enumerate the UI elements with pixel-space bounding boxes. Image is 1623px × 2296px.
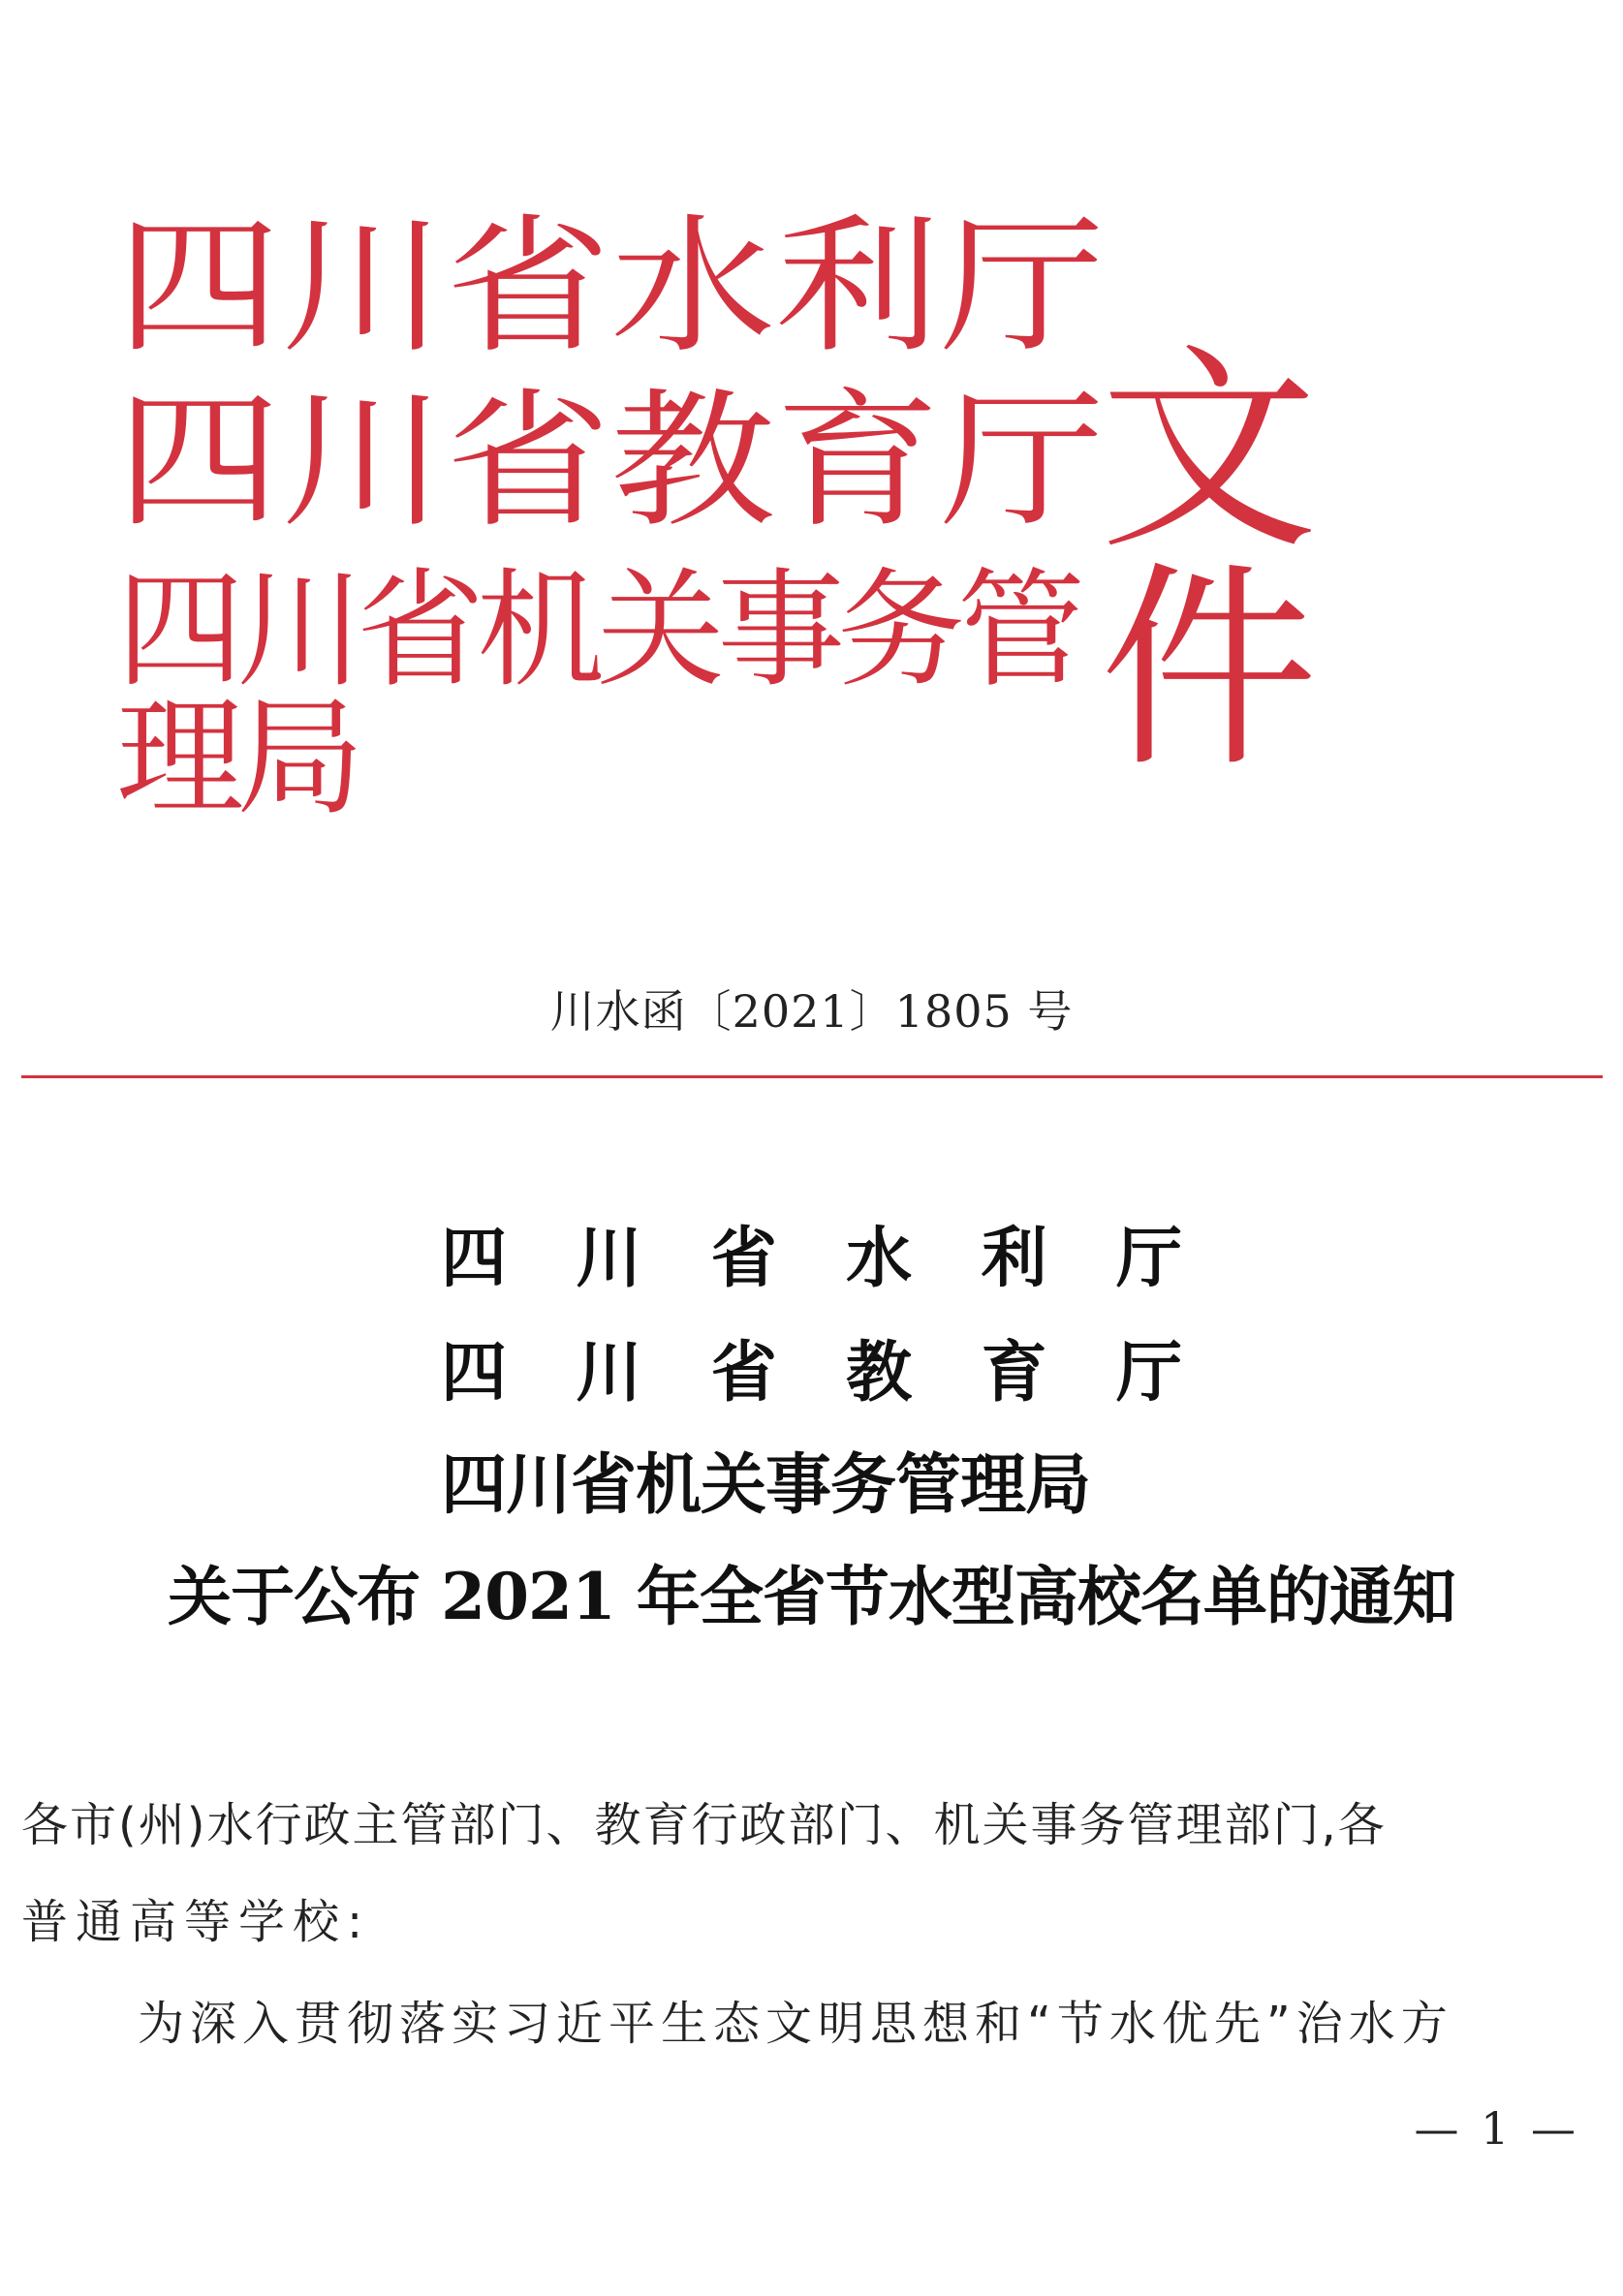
header-line3-text: 四川省机关事务管理局 bbox=[116, 556, 1077, 833]
header-char: 四 bbox=[116, 375, 282, 548]
header-suffix-wenjian: 文件 bbox=[1100, 326, 1312, 797]
salutation-line-1: 各市(州)水行政主管部门、教育行政部门、机关事务管理部门,各 bbox=[21, 1798, 1387, 1852]
header-char: 育 bbox=[775, 375, 941, 548]
title-char: 四 bbox=[441, 1334, 508, 1412]
header-char: 厅 bbox=[940, 375, 1106, 548]
title-char: 厅 bbox=[1115, 1220, 1182, 1297]
header-org-water-resources bbox=[116, 201, 1106, 374]
red-divider-line bbox=[21, 1075, 1603, 1078]
title-char: 川 bbox=[576, 1334, 642, 1412]
title-char: 利 bbox=[981, 1220, 1047, 1297]
title-subject: 关于公布 2021 年全省节水型高校名单的通知 bbox=[168, 1559, 1455, 1634]
salutation-line-2: 普通高等学校: bbox=[21, 1895, 371, 1949]
title-char: 水 bbox=[846, 1220, 913, 1297]
title-char: 四 bbox=[441, 1220, 508, 1297]
header-char: 川 bbox=[281, 201, 447, 374]
document-header bbox=[116, 194, 1512, 833]
header-char: 水 bbox=[610, 201, 776, 374]
title-char: 育 bbox=[981, 1334, 1047, 1412]
title-char: 川 bbox=[576, 1220, 642, 1297]
title-org-affairs-administration bbox=[441, 1446, 1182, 1524]
header-char: 四 bbox=[116, 201, 282, 374]
title-char: 省 bbox=[710, 1334, 777, 1412]
title-org-water-resources bbox=[441, 1220, 1182, 1297]
header-org-education bbox=[116, 375, 1106, 548]
header-org-affairs-administration bbox=[116, 556, 1095, 833]
title-org-education bbox=[441, 1334, 1182, 1412]
header-char: 川 bbox=[281, 375, 447, 548]
header-char: 利 bbox=[775, 201, 941, 374]
header-char: 厅 bbox=[940, 201, 1106, 374]
title-char: 省 bbox=[710, 1220, 777, 1297]
body-paragraph-line-1: 为深入贯彻落实习近平生态文明思想和“节水优先”治水方 bbox=[138, 1997, 1453, 2051]
title-row3-text: 四川省机关事务管理局 bbox=[441, 1446, 1091, 1524]
title-char: 教 bbox=[846, 1334, 913, 1412]
header-char: 省 bbox=[446, 375, 611, 548]
document-number: 川水函〔2021〕1805 号 bbox=[549, 985, 1074, 1038]
page-number: — 1 — bbox=[1414, 2102, 1579, 2155]
header-char: 省 bbox=[446, 201, 611, 374]
header-char: 教 bbox=[610, 375, 776, 548]
title-char: 厅 bbox=[1115, 1334, 1182, 1412]
